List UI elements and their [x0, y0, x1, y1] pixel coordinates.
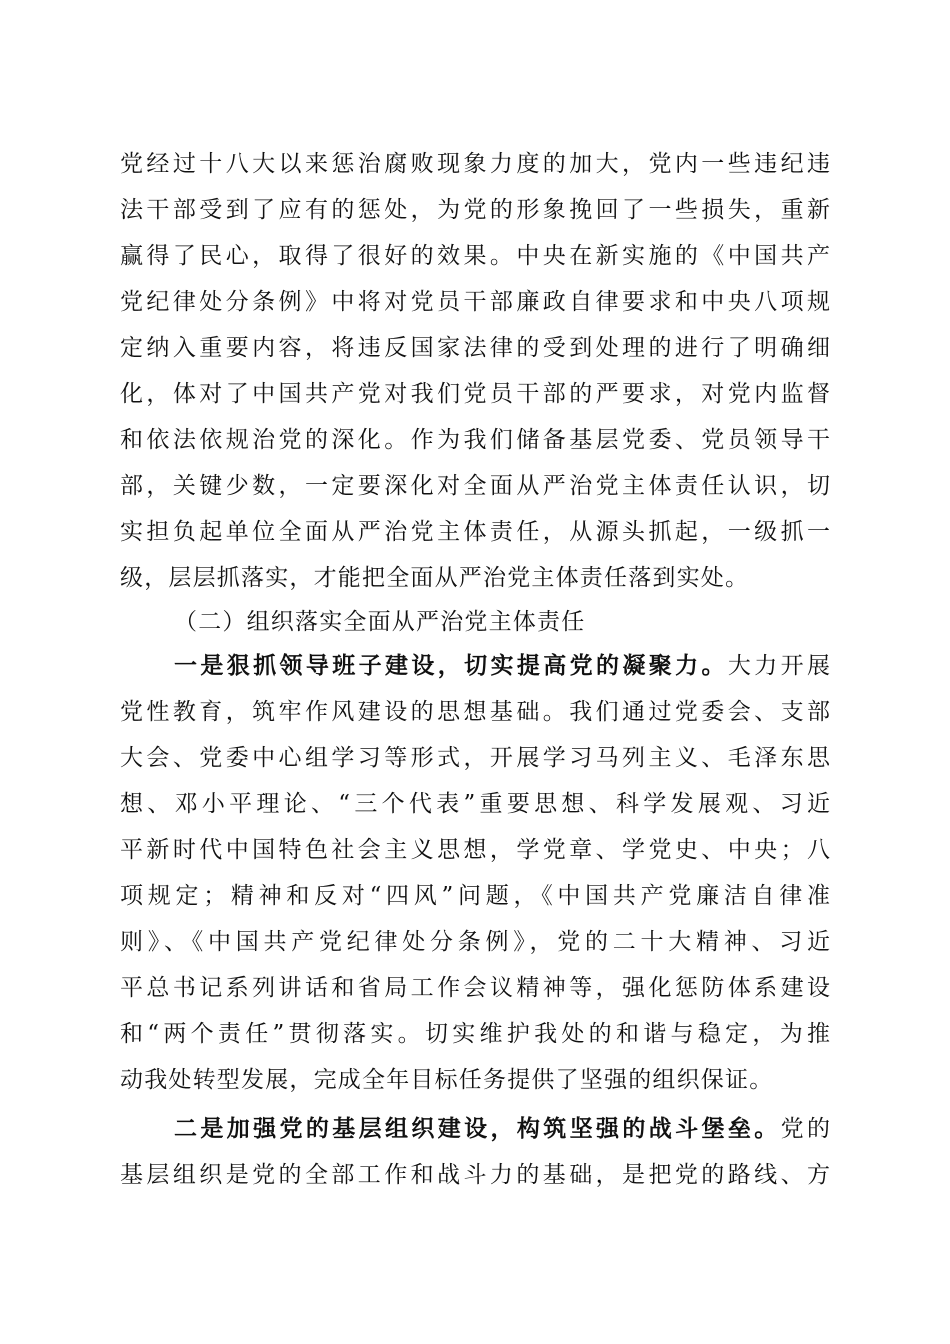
paragraph-line: 赢得了民心，取得了很好的效果。中央在新实施的《中国共产 [120, 243, 830, 269]
paragraph-line: 法干部受到了应有的惩处，为党的形象挽回了一些损失，重新 [120, 197, 830, 223]
paragraph-lead-rest: 党的 [780, 1116, 830, 1142]
paragraph-lead-line [120, 1106, 830, 1152]
paragraph-3 [120, 1106, 830, 1198]
paragraph-line: 和“两个责任”贯彻落实。切实维护我处的和谐与稳定，为推 [120, 1021, 830, 1047]
paragraph-line: 平总书记系列讲话和省局工作会议精神等，强化惩防体系建设 [120, 975, 830, 1001]
paragraph-line: 党性教育，筑牢作风建设的思想基础。我们通过党委会、支部 [120, 699, 830, 725]
section-heading [120, 599, 830, 645]
paragraph-line: 部，关键少数，一定要深化对全面从严治党主体责任认识，切 [120, 473, 830, 499]
paragraph-2 [120, 643, 830, 1103]
section-heading-text: （二）组织落实全面从严治党主体责任 [174, 609, 586, 635]
paragraph-line: 定纳入重要内容，将违反国家法律的受到处理的进行了明确细 [120, 335, 830, 361]
paragraph-1 [120, 141, 830, 601]
paragraph-lead-bold: 二是加强党的基层组织建设，构筑坚强的战斗堡垒。 [174, 1115, 781, 1142]
paragraph-line: 和依法依规治党的深化。作为我们储备基层党委、党员领导干 [120, 427, 830, 453]
paragraph-line: 想、邓小平理论、“三个代表”重要思想、科学发展观、习近 [120, 791, 830, 817]
paragraph-line: 党经过十八大以来惩治腐败现象力度的加大，党内一些违纪违 [120, 151, 830, 177]
paragraph-line: 项规定；精神和反对“四风”问题，《中国共产党廉洁自律准 [120, 883, 830, 909]
paragraph-line: 党纪律处分条例》中将对党员干部廉政自律要求和中央八项规 [120, 289, 830, 315]
paragraph-line: 则》、《中国共产党纪律处分条例》，党的二十大精神、习近 [120, 929, 830, 955]
paragraph-line: 级，层层抓落实，才能把全面从严治党主体责任落到实处。 [120, 565, 750, 591]
paragraph-lead-rest: 大力开展 [727, 653, 830, 679]
paragraph-line: 动我处转型发展，完成全年目标任务提供了坚强的组织保证。 [120, 1067, 774, 1093]
paragraph-line: 平新时代中国特色社会主义思想，学党章、学党史、中央；八 [120, 837, 830, 863]
paragraph-line: 化，体对了中国共产党对我们党员干部的严要求，对党内监督 [120, 381, 830, 407]
paragraph-lead-line [120, 643, 830, 689]
paragraph-line: 基层组织是党的全部工作和战斗力的基础，是把党的路线、方 [120, 1162, 830, 1188]
paragraph-line: 实担负起单位全面从严治党主体责任，从源头抓起，一级抓一 [120, 519, 830, 545]
paragraph-lead-bold: 一是狠抓领导班子建设，切实提高党的凝聚力。 [174, 652, 728, 679]
paragraph-line: 大会、党委中心组学习等形式，开展学习马列主义、毛泽东思 [120, 745, 830, 771]
